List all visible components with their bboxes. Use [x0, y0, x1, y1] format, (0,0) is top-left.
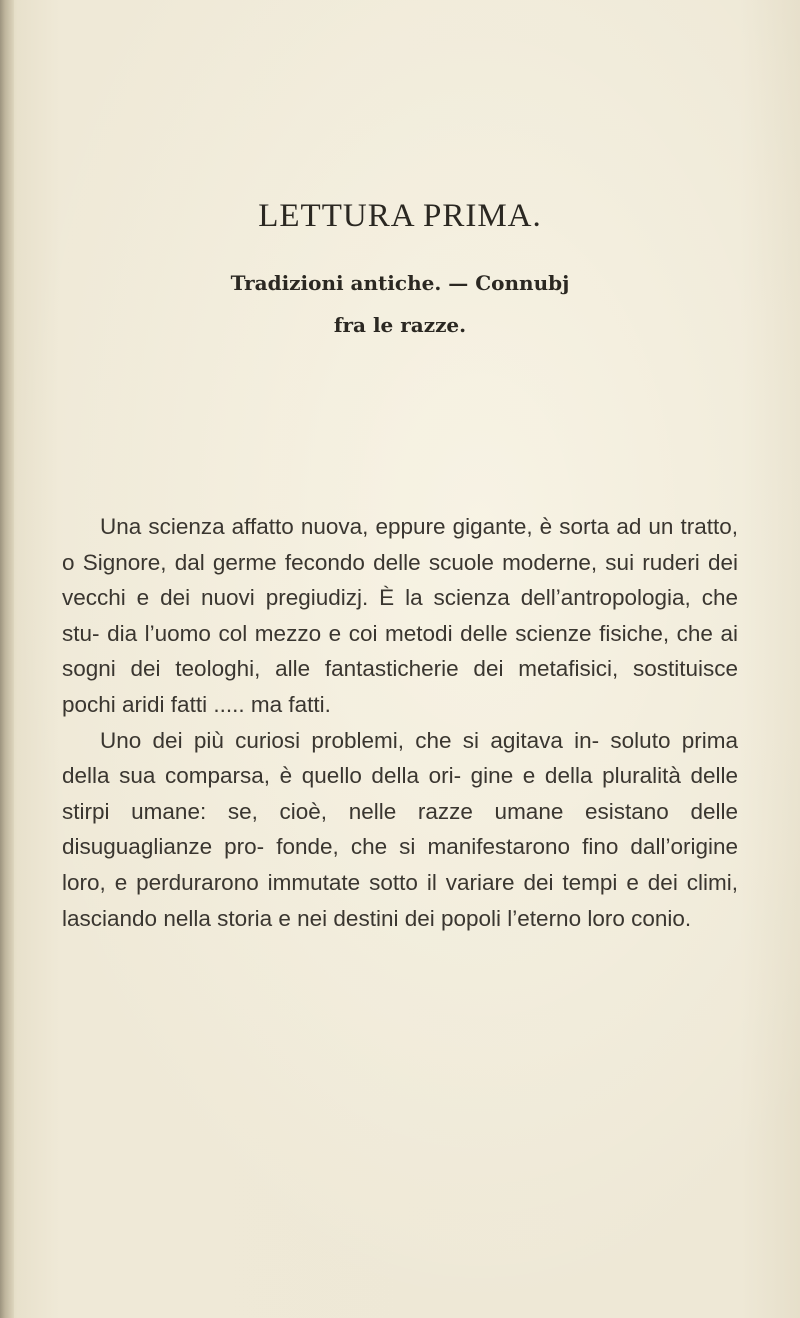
subtitle-line-1: Tradizioni antiche. — Connubj: [230, 271, 570, 295]
paragraph-2: Uno dei più curiosi problemi, che si agitava in- soluto prima della sua comparsa, è quello della ori- gine e della pluralità delle stirpi umane: se, cioè, nelle razze umane esistano delle disuguaglianze pro- fonde, che si manifestarono fino dall’origine loro, e perdurarono immutate sotto il variare dei tempi e dei climi, lasciando nella storia e nei destini dei popoli l’eterno loro conio.: [62, 727, 738, 931]
subtitle-line-2: fra le razze.: [333, 313, 467, 337]
chapter-heading: LETTURA PRIMA.: [258, 198, 542, 234]
paragraph-1: Una scienza affatto nuova, eppure gigante, è sorta ad un tratto, o Signore, dal germe fecondo delle scuole moderne, sui ruderi dei vecchi e dei nuovi pregiudizj. È la scienza dell’antropologia, che stu- dia l’uomo col mezzo e coi metodi delle scienze fisiche, che ai sogni dei teologhi, alle fantasticherie dei metafisici, sostituisce pochi aridi fatti ..... ma fatti.: [62, 514, 738, 717]
body-text: [62, 509, 738, 936]
chapter-subtitle: [0, 262, 800, 346]
